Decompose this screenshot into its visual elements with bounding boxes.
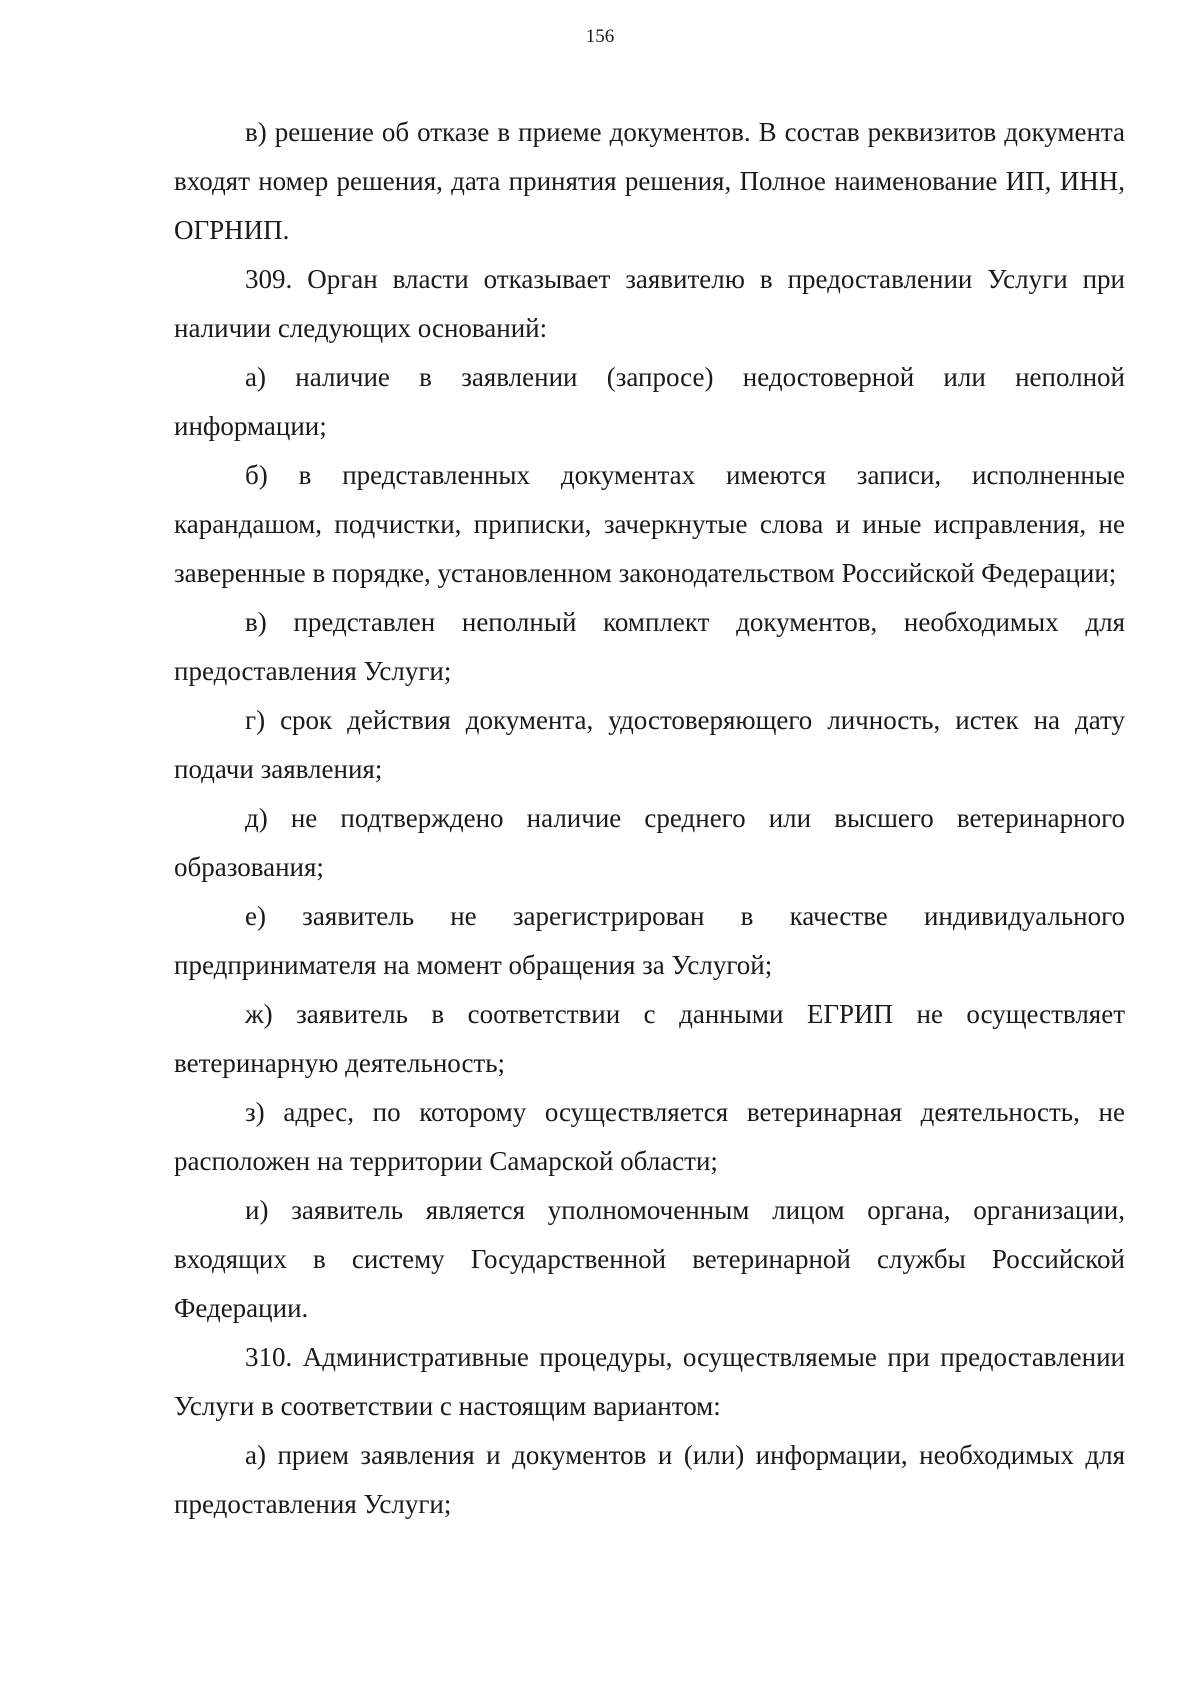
- paragraph-309-b: б) в представленных документах имеются записи, исполненные карандашом, подчистки, приписки, зачеркнутые слова и иные исправления, не заверенные в порядке, установленном законодательством Российской Федерации;: [174, 460, 1125, 588]
- paragraph-309-z: з) адрес, по которому осуществляется ветеринарная деятельность, не расположен на территории Самарской области;: [174, 1097, 1125, 1176]
- paragraph-309: 309. Орган власти отказывает заявителю в предоставлении Услуги при наличии следующих оснований:: [174, 264, 1125, 343]
- page-number: 156: [585, 26, 615, 47]
- document-body: [174, 108, 1125, 1529]
- paragraph-309-a: а) наличие в заявлении (запросе) недостоверной или неполной информации;: [174, 362, 1125, 441]
- paragraph-309-v: в) представлен неполный комплект документов, необходимых для предоставления Услуги;: [174, 607, 1125, 686]
- paragraph-decision-refusal: в) решение об отказе в приеме документов. В состав реквизитов документа входят номер решения, дата принятия решения, Полное наименование ИП, ИНН, ОГРНИП.: [174, 117, 1125, 245]
- paragraph-310: 310. Административные процедуры, осуществляемые при предоставлении Услуги в соответствии с настоящим вариантом:: [174, 1342, 1125, 1421]
- paragraph-309-e: е) заявитель не зарегистрирован в качестве индивидуального предпринимателя на момент обращения за Услугой;: [174, 901, 1125, 980]
- paragraph-309-g: г) срок действия документа, удостоверяющего личность, истек на дату подачи заявления;: [174, 705, 1125, 784]
- paragraph-309-zh: ж) заявитель в соответствии с данными ЕГРИП не осуществляет ветеринарную деятельность;: [174, 999, 1125, 1078]
- paragraph-310-a: а) прием заявления и документов и (или) информации, необходимых для предоставления Услуги;: [174, 1440, 1125, 1519]
- paragraph-309-d: д) не подтверждено наличие среднего или высшего ветеринарного образования;: [174, 803, 1125, 882]
- paragraph-309-i: и) заявитель является уполномоченным лицом органа, организации, входящих в систему Государственной ветеринарной службы Российской Федерации.: [174, 1195, 1125, 1323]
